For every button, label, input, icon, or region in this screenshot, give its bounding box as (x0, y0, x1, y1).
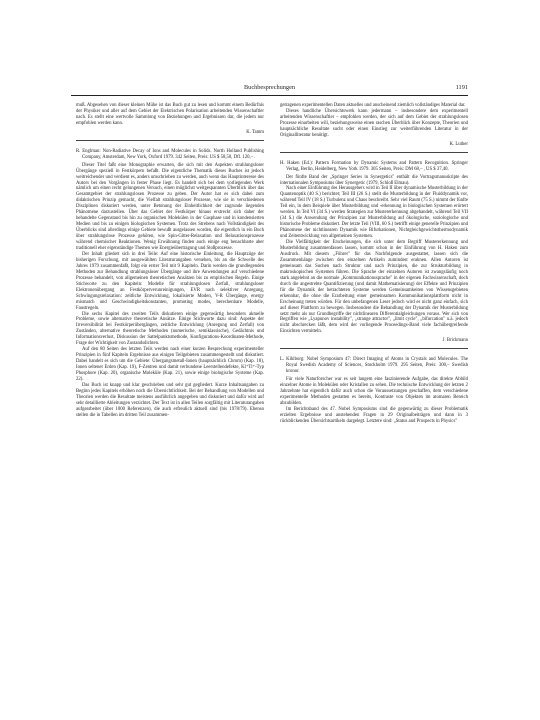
body-paragraph: Dieser Titel faßt eine Monographie erwarten, die sich mit den Aspekten strahlungsloser Übergänge speziell in Festkörpern befaßt. Die eigentliche Thematik dieses Buches ist jedoch weitreichender und verdient es, anders umschrieben zu werden, auch wenn das Hauptinteresse des Autors bei den Vorgängen in fester Phase liegt. Es handelt sich bei dem vorliegenden Werk nämlich um einen recht gelungenen Versuch, einen möglichst weitgespannten Überblick über das Gesamtgebiet der strahlungslosen Prozesse zu geben. Der Autor hat es sich dabei zum didaktischen Prinzip gemacht, die Vielfalt strahlungsloser Prozesse, wie sie in verschiedenen Disziplinen diskutiert werden, unter Betonung der Einheitlichkeit der zugrunde liegenden Phänomene darzustellen. Über das Gebiet der Festkörper hinaus erstreckt sich daher der behandelte Gegenstand bis hin zu organischen Molekülen in der Gasphase und in kondensierten Medien und bis zu einigen biologischen Systemen. Trotz des Strebens nach Vollständigkeit des Überblicks sind allerdings einige Gebiete bewußt ausgelassen worden, die eigentlich in ein Buch über strahlungslose Prozesse gehören, wie Spin-Gitter-Relaxation und Relaxationsprozesse während chemischer Reaktionen. Wenig Erwähnung finden auch einige eng benachbarte aber traditionell eher eigenständige Themen wie Energieübertragung und Stoßprozesse. (76, 162, 264, 252)
body-paragraph: Das Buch ist knapp und klar geschrieben und sehr gut gegliedert. Kurze Inhaltsangaben zu Beginn jedes Kapitels erhöhen noch die Übersichtlichkeit. Bei der Behandlung von Modellen und Theorien werden die Resultate meistens ausführlich angegeben und diskutiert und dafür wird auf sehr detaillierte Ableitungen verzichtet. Der Text ist in allen Teilen sorgfältig mit Literaturangaben aufgearbeitet (über 1000 Referenzen), die auch erfreulich aktuell sind (bis 1978/79). Ebenso stellen die in Tabellen im dritten Teil zusammen- (76, 382, 264, 418)
right-column (280, 103, 468, 425)
body-paragraph: muß. Abgesehen von dieser kleinen Mühe ist das Buch gut zu lesen und kommt einem Bedürfnis der Physiker und aller auf dem Gebiet der Elektrischen Polarisation arbeitenden Wissenschaftler nach. Es stellt eine wertvolle Sammlung von Beziehungen und Ergebnissen dar, die jedem nur empfohlen werden kann. (76, 103, 264, 126)
body-paragraph: Der fünfte Band der „Springer Series in Synergetics" enthält die Vortragsmanuskripte des internationalen Symposiums über Synergetic (1979, Schloß Elmau). (280, 174, 468, 186)
body-paragraph: Die sechs Kapitel des zweiten Teils diskutieren einige gegenwärtig besonders aktuelle Probleme, sowie alternative theoretische Ansätze. Einige Stichworte dazu sind: Aspekte der Irreversibilität bei Festkörperübergängen, zeitliche Entwicklung (Anregung und Zerfall) von Zuständen, alternative theoretische Methoden (numerische, semiklassische), Gedächtnis und Informationsverlust, Diskussion der Sattelpunktsmethode, Konfigurations-Koordinaten-Methode, Frage der Wichtigkeit von Zustandsdichten. (76, 311, 264, 347)
review-divider (280, 152, 468, 153)
body-paragraph: Dieses handliche Übersichtswerk kann jedermann – insbesondere dem experimentell arbeitenden Wissenschaftler – empfohlen werden, der sich auf dem Gebiet der strahlungslosen Prozesse einarbeiten will, beziehungsweise einen raschen Überblick über Konzepte, Theorien und hauptsächliche Resultate sucht oder einen Einstieg zur weiterführenden Literatur in der Originalliteratur benötigt. (280, 108, 468, 138)
review-signature: J. Brickmann (442, 338, 468, 344)
review-citation: R. Englman: Non-Radiative Decay of Ions and Molecules in Solids. North Holland Publishing Company, Amsterdam, New York, Oxford 1979. 342 Seiten, Preis: US $ 58,50, Dfl. 120,– . (76, 148, 264, 160)
body-paragraph: Für viele Naturforscher war es seit langem eine faszinierende Aufgabe, das direkte Abbild einzelner Atome in Molekülen oder Kristallen zu sehen. Die technische Entwicklung der letzten 2 Jahrzehnte hat eigentlich dafür auch schon die Voraussetzungen geschaffen, dem verschiedene experimentelle Methoden gestatten es bereits, Kontraste von Objekten im atomaren Bereich abzubilden. (280, 377, 468, 406)
body-paragraph: Im Berichtsband des 47. Nobel Symposiums sind die gegenwärtig zu dieser Problematik erzielten Ergebnisse und anstehenden Fragen in 29 Originalbeiträgen und dann in 3 rückblickenden Übersichtsartikeln dargelegt. Letztere sind: „Status and Prospects in Physics" (280, 406, 468, 424)
body-paragraph: Auf den 80 Seiten des letzten Teils werden nach einer kurzen Besprechung experimenteller Prinzipien in fünf Kapiteln Ergebnisse aus einigen Teilgebieten zusammengestellt und diskutiert. Dabei handelt es sich um die Gebiete: Übergangsmetall-Ionen (hauptsächlich Chrom) (Kap. 18), Ionen seltener Erden (Kap. 19), F-Zentren und damit verbundene Leerstellendefekte, Kl⁺Tl⁺-Typ Phosphore (Kap. 20), organische Moleküle (Kap. 21), sowie einige biologische Systeme (Kap. 22). (76, 347, 264, 382)
review-citation: H. Haken (Ed.): Pattern Formation by Dynamic Systems and Pattern Recognition. Springer Verlag, Berlin, Heidelberg, New York 1979. 305 Seiten, Preis: DM 68,– , US $ 37,40. (280, 160, 468, 172)
section-title: Buchbesprechungen (243, 84, 296, 91)
body-paragraph: Der Inhalt gliedert sich in drei Teile: Auf eine historische Einleitung, die Hauptzüge der bisherigen Forschung, mit ausgewählten Literaturangaben versehen, bis an die Schwelle des Jahres 1979 zusammenfaßt, folgt ein erster Teil mit 9 Kapiteln. Darin werden die grundlegenden Methoden zur Behandlung strahlungsloser Übergänge und ihre Anwendungen auf verschiedene Prozesse behandelt, von allgemeinen theoretischen Ansätzen bis zu empirischen Regeln. Einige Stichworte zu den Kapiteln: Modelle für strahlungslosen Zerfall, strahlungsloser Elektronenübergang an Festkörperverunreinigungen, EVR nach selektiver Anregung, Schwingungsrelaxation: zeitliche Entwicklung, lokalisierte Moden, V-R Übergänge, energy mismatch und Geschwindigkeitskonstanten, promoting modes, berechenbare Modelle, Faustregeln. (76, 251, 264, 311)
review-divider (280, 348, 468, 349)
review-divider (76, 140, 264, 141)
running-head (71, 84, 468, 96)
review-citation: L. Kihlborg: Nobel Symposium 47: Direct Imaging of Atoms in Crystals and Molecules. The Royal Swedish Academy of Sciences, Stockholm 1979. 295 Seiten, Preis: 300,– Swedish kronor. (280, 357, 468, 375)
page-number: 1191 (455, 84, 468, 91)
review-signature: K. Luther (449, 141, 468, 147)
body-paragraph: getragenen experimentellen Daten aktuelles und anscheinend ziemlich vollständiges Material dar. (280, 103, 466, 108)
left-column (76, 103, 264, 419)
review-signature: K. Tamm (246, 129, 264, 135)
body-paragraph: Die Vielfältigkeit der Erscheinungen, die sich unter dem Begriff Mustererkennung und Musterbildung zusammenfassen lassen, kommt schon in der Einführung von H. Haken zum Ausdruck. Mit diesem „Führer" für das Nachfolgende ausgestattet, lassen sich die Zusammenhänge zwischen den einzelnen Artikeln zumindest erahnen. Allen Autoren ist gemeinsam das Suchen nach Struktur und nach Prinzipien, die zur Strukturbildung in makroskopischen Systemen führen. Die Sprache der einzelnen Autoren ist zwangsläufig noch stark angelehnt an die normale „Kommunikationssprache" in der eigenen Fachwissenschaft, doch durch die angestrebte Quantifizierung (und damit Mathematisierung) der Effekte und Prinzipien für die Dynamik der betrachteten Systeme werden Gemeinsamkeiten von Wissensgebieten erkennbar, die ohne die Erarbeitung einer gemeinsamen Kommunikationsplattform nicht in Erscheinung treten würden. Für den unbefangenen Leser jedoch wird es nicht ganz einfach, sich auf dieser Plattform zu bewegen. Insbesondere die Behandlung der Dynamik der Musterbildung setzt mehr als nur Grundbegriffe der nichtlinearen Differentialgleichungen voraus. Wer sich von Begriffen wie „Lyapunov instability", „strange attractor", „limit cycle", „bifurcation" u.ä. jedoch nicht abschrecken läßt, dem wird der vorliegende Proceedings-Band viele fachübergreifende Einsichten vermitteln. (280, 240, 468, 335)
body-paragraph: Nach einer Einführung des Herausgebers wird in Teil II über dynamische Musterbildung in der Quantenoptik (40 S.) berichtet; Teil III (26 S.) stellt die Musterbildung in der Fluiddynamik vor, während Teil IV (18 S.) Turbulenz und Chaos beschreibt. Sehr viel Raum (75 S.) nimmt der fünfte Teil ein, in dem Beispiele über Musterbildung und -erkennung in biologischen Systemen erörtert werden. In Teil VI (34 S.) werden Strategien zur Mustererkennung abgehandelt, während Teil VII (34 S.) die Anwendung der Prinzipien zur Musterbildung auf ökologische, soziologische und historische Probleme diskutiert. Der letzte Teil (VIII, 60 S.) betrifft einige generelle Prinzipien und Phänomene der nichtlinearen Dynamik wie Bifurkationen, Nichtgleichgewichtsthermodynamik und Zeitentwicklung von allgemeinen Systemen. (280, 186, 468, 240)
